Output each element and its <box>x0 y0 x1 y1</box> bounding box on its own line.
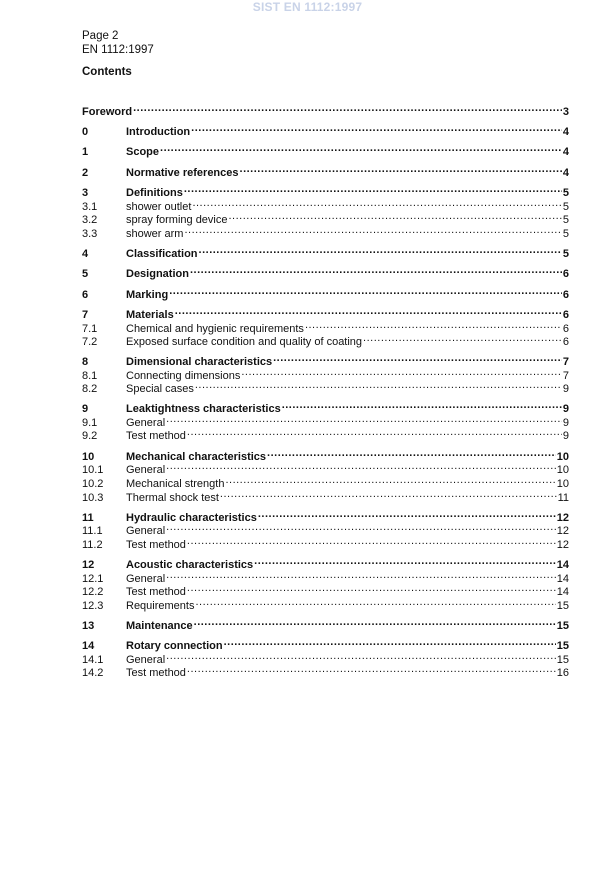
toc-entry-page: 10 <box>556 464 569 476</box>
toc-entry-number: 9 <box>82 403 89 415</box>
toc-entry-page: 14 <box>556 573 569 585</box>
toc-entry-title: Special cases <box>126 383 194 395</box>
toc-entry-number: 8 <box>82 356 89 368</box>
dot-leader <box>195 378 562 392</box>
toc-entry-title: Test method <box>126 539 186 551</box>
standard-code: EN 1112:1997 <box>82 44 154 56</box>
dot-leader <box>229 209 562 223</box>
toc-entry-page: 12 <box>556 539 569 551</box>
toc-entry-page: 5 <box>562 214 569 226</box>
toc-entry <box>82 581 569 598</box>
toc-entry-page: 6 <box>562 309 569 321</box>
toc-entry-number: 0 <box>82 126 89 138</box>
toc-entry-title: shower outlet <box>126 201 192 213</box>
dot-leader <box>187 425 562 439</box>
dot-leader <box>187 581 556 595</box>
dot-leader <box>199 243 562 257</box>
toc-entry <box>82 182 569 199</box>
dot-leader <box>240 162 562 176</box>
toc-entry-number: 2 <box>82 167 89 179</box>
toc-entry-title: General <box>126 654 166 666</box>
toc-entry <box>82 473 569 490</box>
toc-entry <box>82 243 569 260</box>
toc-entry-number: 11.1 <box>82 525 103 537</box>
toc-entry-page: 10 <box>556 451 569 463</box>
toc-entry-foreword <box>82 101 569 118</box>
toc-entry-title: Connecting dimensions <box>126 370 241 382</box>
toc-entry-number: 4 <box>82 248 89 260</box>
toc-entry-number: 10.3 <box>82 492 104 504</box>
toc-entry-page: 14 <box>556 559 569 571</box>
toc-entry <box>82 121 569 138</box>
toc-entry <box>82 284 569 301</box>
toc-entry <box>82 351 569 368</box>
toc-entry-number: 5 <box>82 268 89 280</box>
toc-entry-number: 12 <box>82 559 95 571</box>
toc-entry-title: Chemical and hygienic requirements <box>126 323 304 335</box>
dot-leader <box>187 662 556 676</box>
toc-entry-title: Hydraulic characteristics <box>126 512 257 524</box>
toc-entry-number: 12.2 <box>82 586 104 598</box>
toc-entry-title: Acoustic characteristics <box>126 559 254 571</box>
toc-entry-page: 15 <box>556 654 569 666</box>
toc-entry-number: 14 <box>82 640 95 652</box>
toc-entry-page: 14 <box>556 586 569 598</box>
toc-entry-number: 8.2 <box>82 383 98 395</box>
toc-entry-number: 7.1 <box>82 323 98 335</box>
dot-leader <box>175 304 562 318</box>
toc-entry-page: 11 <box>557 492 569 504</box>
toc-entry <box>82 534 569 551</box>
toc-entry <box>82 304 569 321</box>
toc-entry-page: 16 <box>556 667 569 679</box>
toc-entry <box>82 425 569 442</box>
page-header <box>82 29 154 57</box>
toc-entry-page: 6 <box>562 323 569 335</box>
toc-entry-title: General <box>126 525 166 537</box>
toc-entry-number: 11.2 <box>82 539 103 551</box>
toc-entry <box>82 635 569 652</box>
dot-leader <box>133 101 562 115</box>
toc-entry-title: Scope <box>126 146 160 158</box>
toc-entry-number: 7.2 <box>82 336 98 348</box>
toc-entry-page: 12 <box>556 525 569 537</box>
toc-entry <box>82 331 569 348</box>
dot-leader <box>187 534 556 548</box>
toc-entry-title: Rotary connection <box>126 640 223 652</box>
toc-entry-title: Mechanical strength <box>126 478 225 490</box>
toc-entry-number: 13 <box>82 620 95 632</box>
toc-entry-page: 12 <box>556 512 569 524</box>
toc-entry-page: 6 <box>562 336 569 348</box>
dot-leader <box>166 520 556 534</box>
toc-entry-number: 10.2 <box>82 478 104 490</box>
toc-entry-page: 9 <box>562 383 569 395</box>
toc-entry <box>82 365 569 382</box>
toc-entry <box>82 520 569 537</box>
toc-entry-title: shower arm <box>126 228 184 240</box>
toc-entry-number: 1 <box>82 146 89 158</box>
toc-entry-page: 9 <box>562 417 569 429</box>
toc-entry-title: Mechanical characteristics <box>126 451 267 463</box>
toc-entry-title: General <box>126 464 166 476</box>
dot-leader <box>225 473 555 487</box>
toc-entry-page: 7 <box>562 356 569 368</box>
toc-entry <box>82 459 569 476</box>
toc-entry-title: Thermal shock test <box>126 492 219 504</box>
toc-entry <box>82 196 569 213</box>
dot-leader <box>184 182 562 196</box>
toc-entry-page: 4 <box>562 167 569 179</box>
toc-entry-title: Dimensional characteristics <box>126 356 273 368</box>
dot-leader <box>184 223 561 237</box>
toc-entry-number: 9.1 <box>82 417 98 429</box>
toc-entry-page: 3 <box>562 106 569 118</box>
toc-entry-title: Test method <box>126 430 186 442</box>
toc-entry <box>82 378 569 395</box>
toc-entry-number: 3.1 <box>82 201 98 213</box>
dot-leader <box>169 284 562 298</box>
toc-entry-page: 7 <box>562 370 569 382</box>
toc-entry-title: Definitions <box>126 187 183 199</box>
dot-leader <box>195 595 555 609</box>
dot-leader <box>190 263 562 277</box>
toc-entry-title: Marking <box>126 289 169 301</box>
dot-leader <box>220 487 557 501</box>
dot-leader <box>224 635 556 649</box>
dot-leader <box>166 649 556 663</box>
dot-leader <box>282 398 562 412</box>
dot-leader <box>254 554 556 568</box>
toc-entry <box>82 649 569 666</box>
toc-entry <box>82 615 569 632</box>
toc-entry-title: Exposed surface condition and quality of coating <box>126 336 363 348</box>
toc-entry-page: 6 <box>562 268 569 280</box>
toc-entry-number: 14.1 <box>82 654 104 666</box>
toc-entry <box>82 554 569 571</box>
toc-entry <box>82 141 569 158</box>
toc-entry <box>82 568 569 585</box>
toc-entry-title: Materials <box>126 309 174 321</box>
toc-entry <box>82 162 569 179</box>
toc-entry-page: 5 <box>562 201 569 213</box>
toc-entry-page: 4 <box>562 126 569 138</box>
dot-leader <box>305 318 562 332</box>
toc-entry-number: 10.1 <box>82 464 104 476</box>
toc-entry <box>82 412 569 429</box>
toc-entry-title: General <box>126 573 166 585</box>
dot-leader <box>166 568 556 582</box>
dot-leader <box>166 459 556 473</box>
toc-entry-page: 15 <box>556 620 569 632</box>
toc-entry-title: Classification <box>126 248 198 260</box>
toc-entry-page: 4 <box>562 146 569 158</box>
toc-entry-number: 14.2 <box>82 667 104 679</box>
toc-entry <box>82 487 569 504</box>
dot-leader <box>166 412 562 426</box>
toc-entry-page: 15 <box>556 640 569 652</box>
toc-entry-title: spray forming device <box>126 214 228 226</box>
toc-entry-title: Requirements <box>126 600 195 612</box>
toc-entry-title: Test method <box>126 586 186 598</box>
toc-entry-title: General <box>126 417 166 429</box>
dot-leader <box>273 351 562 365</box>
toc-entry-number: 3.2 <box>82 214 98 226</box>
toc-entry <box>82 223 569 240</box>
toc-entry-number: 6 <box>82 289 89 301</box>
toc-entry-page: 15 <box>556 600 569 612</box>
toc-entry-page: 5 <box>562 187 569 199</box>
toc-entry-title: Test method <box>126 667 186 679</box>
toc-entry-number: 8.1 <box>82 370 98 382</box>
toc-entry <box>82 318 569 335</box>
dot-leader <box>258 507 556 521</box>
toc-entry-page: 5 <box>562 248 569 260</box>
toc-entry-title: Normative references <box>126 167 239 179</box>
toc-entry-title: Designation <box>126 268 189 280</box>
dot-leader <box>160 141 562 155</box>
contents-title: Contents <box>82 66 132 78</box>
toc-entry <box>82 263 569 280</box>
toc-entry <box>82 662 569 679</box>
toc-entry-number: 12.3 <box>82 600 104 612</box>
toc-entry-number: 11 <box>82 512 94 524</box>
page-number: Page 2 <box>82 30 119 42</box>
toc-entry-title: Foreword <box>82 106 133 118</box>
toc-entry-number: 12.1 <box>82 573 104 585</box>
toc-entry-number: 3 <box>82 187 89 199</box>
toc-entry-title: Leaktightness characteristics <box>126 403 281 415</box>
dot-leader <box>191 121 562 135</box>
toc-entry-number: 10 <box>82 451 95 463</box>
dot-leader <box>192 196 561 210</box>
toc-entry-number: 7 <box>82 309 89 321</box>
toc-entry <box>82 398 569 415</box>
toc-entry <box>82 507 569 524</box>
toc-entry-number: 3.3 <box>82 228 98 240</box>
toc-entry-page: 6 <box>562 289 569 301</box>
dot-leader <box>267 446 556 460</box>
toc-entry-title: Introduction <box>126 126 191 138</box>
toc-entry <box>82 446 569 463</box>
toc-entry-page: 5 <box>562 228 569 240</box>
toc-entry-page: 9 <box>562 403 569 415</box>
toc-entry <box>82 209 569 226</box>
dot-leader <box>241 365 562 379</box>
dot-leader <box>363 331 562 345</box>
toc-entry <box>82 595 569 612</box>
watermark: SIST EN 1112:1997 <box>252 0 363 14</box>
toc-entry-title: Maintenance <box>126 620 193 632</box>
toc-entry-page: 10 <box>556 478 569 490</box>
dot-leader <box>194 615 556 629</box>
toc-entry-number: 9.2 <box>82 430 98 442</box>
toc-entry-page: 9 <box>562 430 569 442</box>
